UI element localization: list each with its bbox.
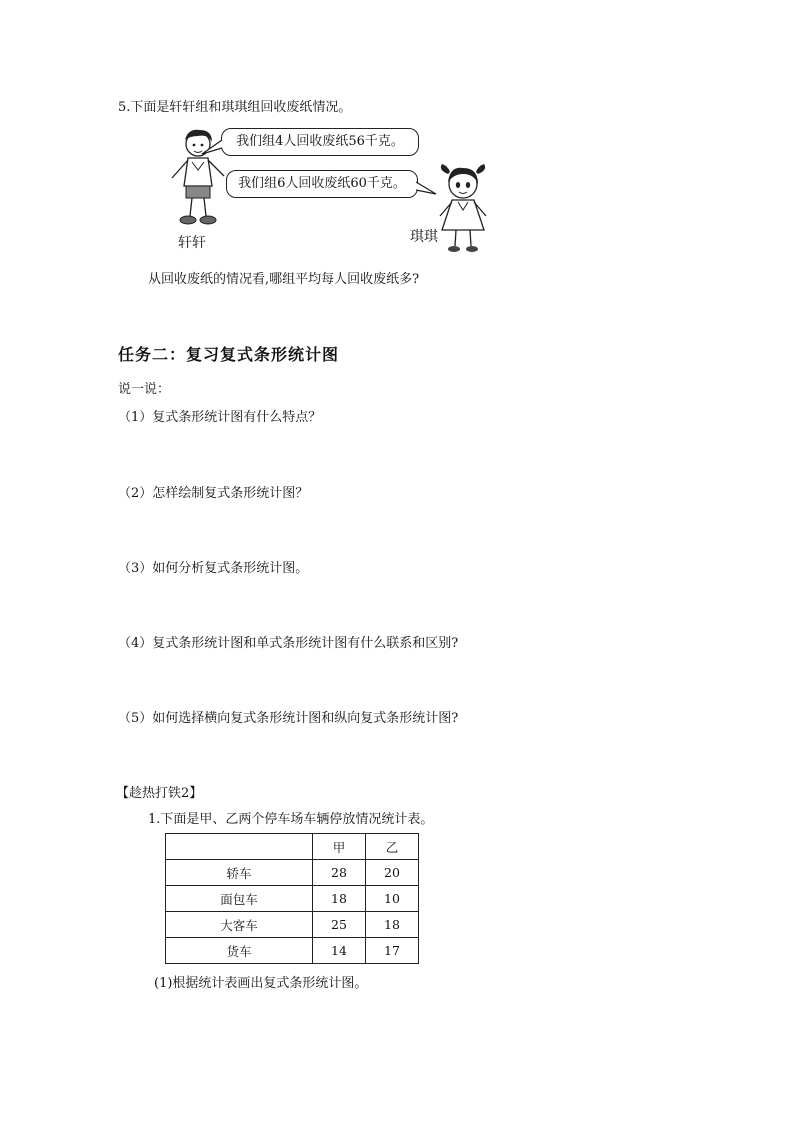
parking-stats-table	[165, 833, 419, 964]
table-cell: 货车	[166, 938, 313, 964]
table-cell: 25	[313, 912, 366, 938]
discussion-item: （1）复式条形统计图有什么特点？	[118, 410, 322, 425]
girl-name-label: 琪琪	[410, 229, 438, 245]
girl-illustration	[430, 160, 496, 256]
discussion-intro: 说一说：	[118, 382, 171, 397]
table-cell: 大客车	[166, 912, 313, 938]
table-cell: 20	[366, 860, 419, 886]
exercise-1-title: 1.下面是甲、乙两个停车场车辆停放情况统计表。	[148, 812, 434, 827]
table-row	[166, 886, 419, 912]
discussion-item: （3）如何分析复式条形统计图。	[118, 561, 309, 576]
table-row	[166, 860, 419, 886]
speech-bubble-girl: 我们组6人回收废纸60千克。	[226, 170, 418, 198]
exercise-1-subquestion: (1)根据统计表画出复式条形统计图。	[154, 976, 368, 991]
table-header-cell	[166, 834, 313, 860]
bubble-tail-boy	[200, 138, 224, 158]
table-row	[166, 912, 419, 938]
table-cell: 10	[366, 886, 419, 912]
table-cell: 17	[366, 938, 419, 964]
table-cell: 28	[313, 860, 366, 886]
table-cell: 14	[313, 938, 366, 964]
task-2-title: 任务二：复习复式条形统计图	[118, 345, 340, 364]
table-row	[166, 938, 419, 964]
table-header-cell: 甲	[313, 834, 366, 860]
discussion-item: （5）如何选择横向复式条形统计图和纵向复式条形统计图?	[118, 711, 459, 726]
boy-name-label: 轩轩	[178, 235, 206, 251]
table-cell: 轿车	[166, 860, 313, 886]
table-header-cell: 乙	[366, 834, 419, 860]
table-cell: 面包车	[166, 886, 313, 912]
speech-bubble-boy: 我们组4人回收废纸56千克。	[221, 128, 419, 156]
discussion-item: （4）复式条形统计图和单式条形统计图有什么联系和区别?	[118, 636, 459, 651]
table-header-row	[166, 834, 419, 860]
discussion-item: （2）怎样绘制复式条形统计图？	[118, 486, 309, 501]
table-cell: 18	[366, 912, 419, 938]
table-cell: 18	[313, 886, 366, 912]
practice-heading: 【趁热打铁2】	[116, 786, 203, 801]
question-5-prompt: 从回收废纸的情况看,哪组平均每人回收废纸多?	[148, 272, 420, 287]
question-5-title: 5.下面是轩轩组和琪琪组回收废纸情况。	[118, 100, 352, 115]
